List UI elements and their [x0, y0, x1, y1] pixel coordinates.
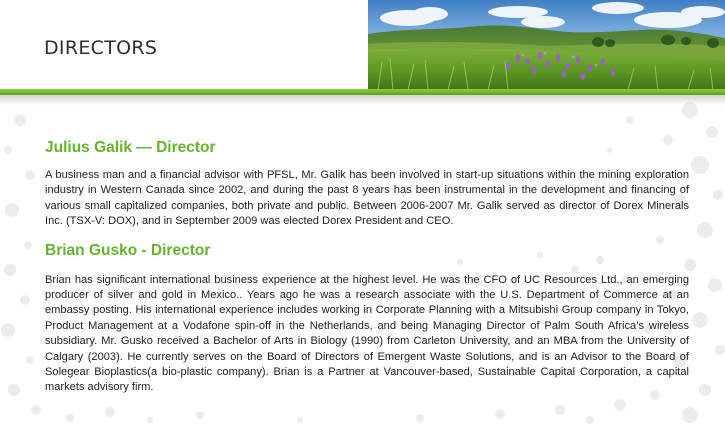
page-title: DIRECTORS — [44, 37, 158, 59]
directors-content — [45, 138, 689, 396]
header-rule-shadow — [0, 95, 725, 105]
director-name: Brian Gusko - Director — [45, 241, 211, 259]
banner-image — [368, 0, 725, 90]
director-bio: Brian has significant international business experience at the highest level. He was the CFO of UC Resources Ltd., an emerging producer of silver and gold in Mexico.. Years ago he was a research associate with the U.S. Department of Commerce at an embassy posting. His international experience includes working in Corporate Planning with a Mitsubishi Group company in Tokyo, Product Management at a Vodafone spin-off in the Netherlands, and being Managing Director of Palm South Africa’s wireless subsidiary. Mr. Gusko received a Bachelor of Arts in Biology (1990) from Carleton University, and an MBA from the University of Calgary (2003). He currently serves on the Board of Directors of Emergent Waste Solutions, and is an Advisor to the Board of Solegear Bioplastics(a bio-plastic company). Brian is a Partner at Vancouver-based, Sustainable Capital Corporation, a capital markets advisory firm. — [45, 273, 689, 394]
page-header — [0, 0, 725, 95]
meadow-landscape-image — [368, 0, 725, 90]
director-bio: A business man and a financial advisor with PFSL, Mr. Galik has been involved in start-up situations within the mining exploration industry in Western Canada since 2002, and during the past 8 years has been instrumental in the development and financing of various small capitalized companies, both private and public. Between 2006-2007 Mr. Galik served as director of Dorex Minerals Inc. (TSX-V: DOX), and in September 2009 was elected Dorex President and CEO. — [45, 169, 689, 228]
director-name: Julius Galik — Director — [45, 139, 216, 156]
director-section-julius-galik — [45, 138, 689, 230]
director-section-brian-gusko — [45, 241, 689, 396]
